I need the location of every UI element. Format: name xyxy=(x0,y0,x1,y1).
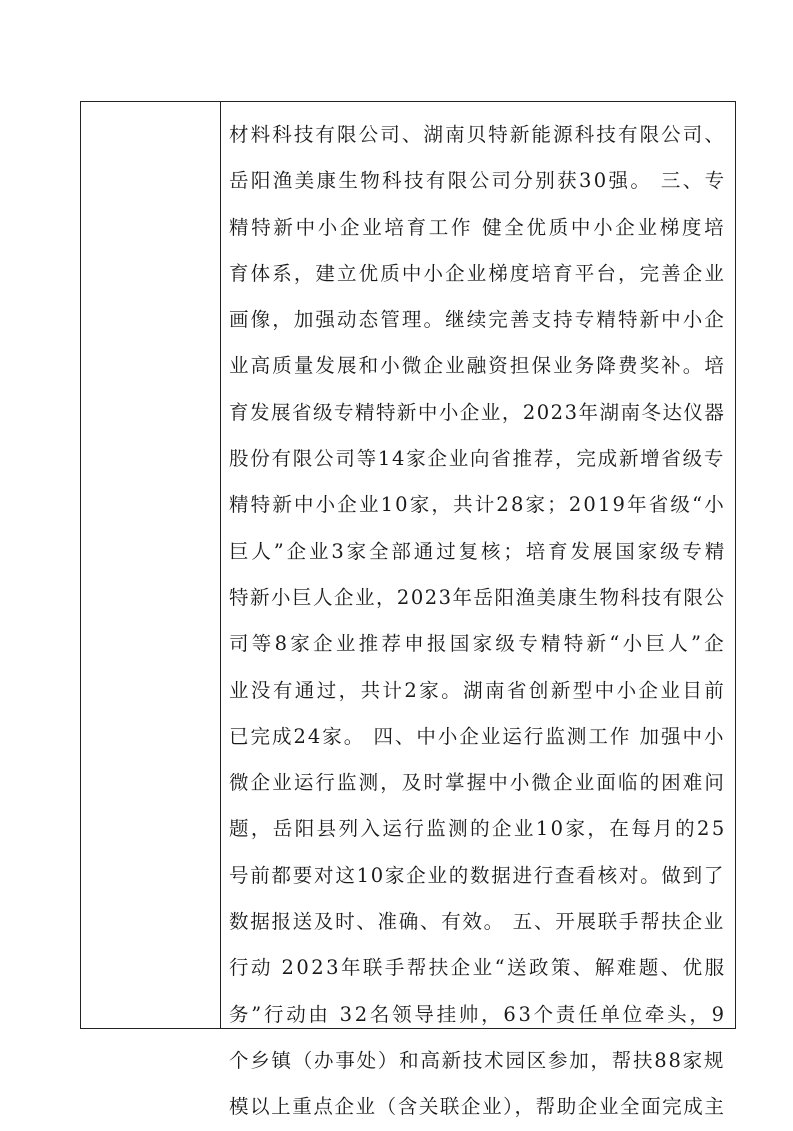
paragraph-line-6 xyxy=(229,343,737,389)
paragraph-line-7 xyxy=(229,390,737,436)
paragraph-line-2 xyxy=(229,158,737,204)
paragraph-line-10 xyxy=(229,529,737,575)
line-text: 特新小巨人企业，2023年岳阳渔美康生物科技有限公 xyxy=(229,585,726,609)
line-text: 画像，加强动态管理。继续完善支持专精特新中小企 xyxy=(229,308,727,332)
paragraph-line-5 xyxy=(229,297,737,343)
paragraph-line-8 xyxy=(229,436,737,482)
line-text: 务”行动由 32名领导挂帅，63个责任单位牵头，9 xyxy=(229,1002,727,1026)
line-text: 微企业运行监测，及时掌握中小微企业面临的困难问 xyxy=(229,771,727,795)
paragraph-line-4 xyxy=(229,251,737,297)
paragraph-line-13 xyxy=(229,668,737,714)
paragraph-line-19 xyxy=(229,945,737,991)
line-text: 号前都要对这10家企业的数据进行查看核对。做到了 xyxy=(229,863,726,887)
line-text: 育发展省级专精特新中小企业，2023年湖南冬达仪器 xyxy=(229,400,726,424)
line-text: 个乡镇（办事处）和高新技术园区参加，帮扶88家规 xyxy=(229,1048,726,1072)
line-text: 业高质量发展和小微企业融资担保业务降费奖补。培 xyxy=(229,354,727,378)
line-text: 岳阳渔美康生物科技有限公司分别获30强。 三、专 xyxy=(229,169,727,193)
paragraph-line-9 xyxy=(229,482,737,528)
paragraph-line-14 xyxy=(229,714,737,760)
paragraph-line-17 xyxy=(229,853,737,899)
line-text: 司等8家企业推荐申报国家级专精特新“小巨人”企 xyxy=(229,632,728,656)
line-text: 已完成24家。 四、中小企业运行监测工作 加强中小 xyxy=(229,724,726,748)
line-text: 育体系，建立优质中小企业梯度培育平台，完善企业 xyxy=(229,261,727,285)
paragraph-line-12 xyxy=(229,621,737,667)
line-text: 巨人”企业3家全部通过复核；培育发展国家级专精 xyxy=(229,539,728,563)
line-text: 模以上重点企业（含关联企业），帮助企业全面完成主 xyxy=(229,1095,726,1119)
line-text: 行动 2023年联手帮扶企业“送政策、解难题、优服 xyxy=(229,956,727,980)
paragraph-line-18 xyxy=(229,899,737,945)
paragraph-line-1 xyxy=(229,112,737,158)
table-label-cell xyxy=(81,102,221,1028)
line-text: 精特新中小企业10家，共计28家；2019年省级“小 xyxy=(229,493,726,517)
paragraph-line-3 xyxy=(229,205,737,251)
paragraph-line-15 xyxy=(229,760,737,806)
table-content-cell xyxy=(221,102,737,1119)
line-text: 股份有限公司等14家企业向省推荐，完成新增省级专 xyxy=(229,447,726,471)
paragraph-line-22 xyxy=(229,1084,737,1130)
line-text: 题，岳阳县列入运行监测的企业10家，在每月的25 xyxy=(229,817,727,841)
line-text: 业没有通过，共计2家。湖南省创新型中小企业目前 xyxy=(229,678,727,702)
paragraph-line-11 xyxy=(229,575,737,621)
paragraph-line-16 xyxy=(229,806,737,852)
paragraph-line-21 xyxy=(229,1038,737,1084)
line-text: 精特新中小企业培育工作 健全优质中小企业梯度培 xyxy=(229,215,727,239)
line-text: 材料科技有限公司、湖南贝特新能源科技有限公司、 xyxy=(229,123,727,146)
document-table xyxy=(80,101,736,1119)
line-text: 数据报送及时、准确、有效。 五、开展联手帮扶企业 xyxy=(229,910,726,934)
paragraph-line-20 xyxy=(229,992,737,1038)
